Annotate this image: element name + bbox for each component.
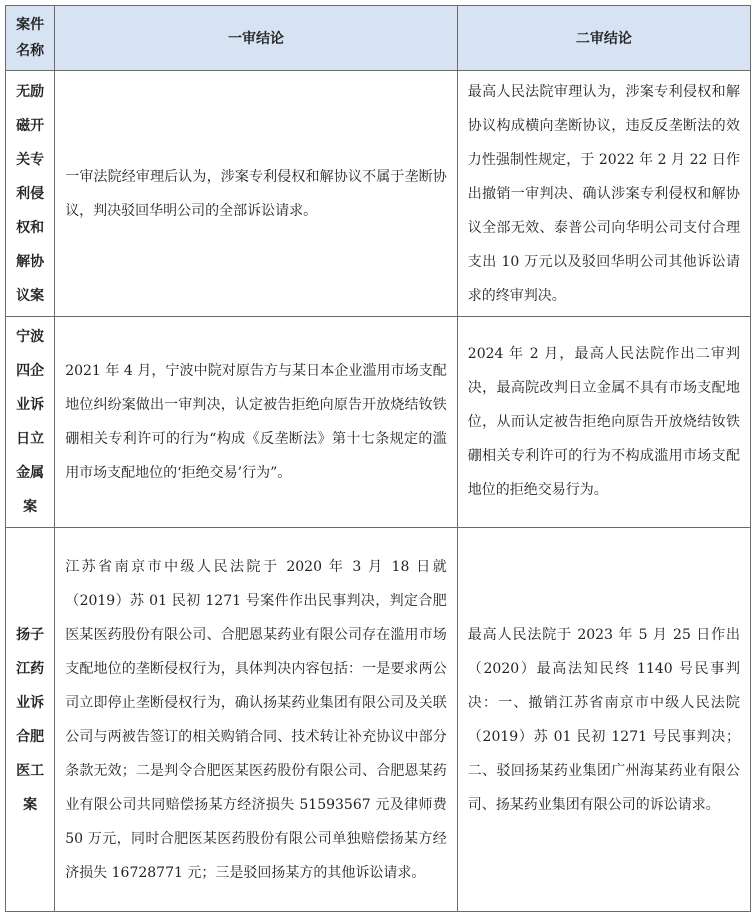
table-row xyxy=(6,317,751,528)
case-name-text: 扬子 江药 业诉 合肥 医工 案 xyxy=(16,626,45,813)
second-instance-cell: 2024 年 2 月，最高人民法院作出二审判决，最高院改判日立金属不具有市场支配地位，从而认定被告拒绝向原告开放烧结钕铁硼相关专利许可的行为不构成滥用市场支配地位的拒绝交易行为。 xyxy=(457,317,750,528)
second-instance-cell: 最高人民法院于 2023 年 5 月 25 日作出（2020）最高法知民终 1140 号民事判决：一、撤销江苏省南京市中级人民法院（2019）苏 01 民初 1271 号民事判决；二、驳回扬某药业集团广州海某药业有限公司、扬某药业集团有限公司的诉讼请求。 xyxy=(457,528,750,912)
first-instance-cell: 江苏省南京市中级人民法院于 2020 年 3 月 18 日就（2019）苏 01 民初 1271 号案件作出民事判决，判定合肥医某医药股份有限公司、合肥恩某药业有限公司存在滥用市场支配地位的垄断侵权行为，具体判决内容包括：一是要求两公司立即停止垄断侵权行为，确认扬某药业集团有限公司及关联公司与两被告签订的相关购销合同、技术转让补充协议中部分条款无效；二是判令合肥医某医药股份有限公司、合肥恩某药业有限公司共同赔偿扬某方经济损失 51593567 元及律师费 50 万元，同时合肥医某医药股份有限公司单独赔偿扬某方经济损失 16728771 元；三是驳回扬某方的其他诉讼请求。 xyxy=(55,528,458,912)
first-instance-cell: 2021 年 4 月，宁波中院对原告方与某日本企业滥用市场支配地位纠纷案做出一审判决，认定被告拒绝向原告开放烧结钕铁硼相关专利许可的行为“构成《反垄断法》第十七条规定的滥用市场支配地位的‘拒绝交易’行为”。 xyxy=(55,317,458,528)
first-instance-cell: 一审法院经审理后认为，涉案专利侵权和解协议不属于垄断协议，判决驳回华明公司的全部诉讼请求。 xyxy=(55,71,458,317)
case-name-cell xyxy=(6,317,55,528)
header-first-instance: 一审结论 xyxy=(55,6,458,71)
header-case-name-text: 案件 名称 xyxy=(16,17,45,59)
judgment-comparison-table xyxy=(5,5,751,912)
header-case-name xyxy=(6,6,55,71)
case-name-text: 无励 磁开 关专 利侵 权和 解协 议案 xyxy=(16,83,45,304)
case-name-cell xyxy=(6,71,55,317)
header-second-instance: 二审结论 xyxy=(457,6,750,71)
case-name-cell xyxy=(6,528,55,912)
second-instance-cell: 最高人民法院审理认为，涉案专利侵权和解协议构成横向垄断协议，违反反垄断法的效力性强制性规定，于 2022 年 2 月 22 日作出撤销一审判决、确认涉案专利侵权和解协议全部无效、泰普公司向华明公司支付合理支出 10 万元以及驳回华明公司其他诉讼请求的终审判决。 xyxy=(457,71,750,317)
table-header-row xyxy=(6,6,751,71)
table-row xyxy=(6,71,751,317)
table-row xyxy=(6,528,751,912)
case-name-text: 宁波 四企 业诉 日立 金属 案 xyxy=(16,329,45,515)
